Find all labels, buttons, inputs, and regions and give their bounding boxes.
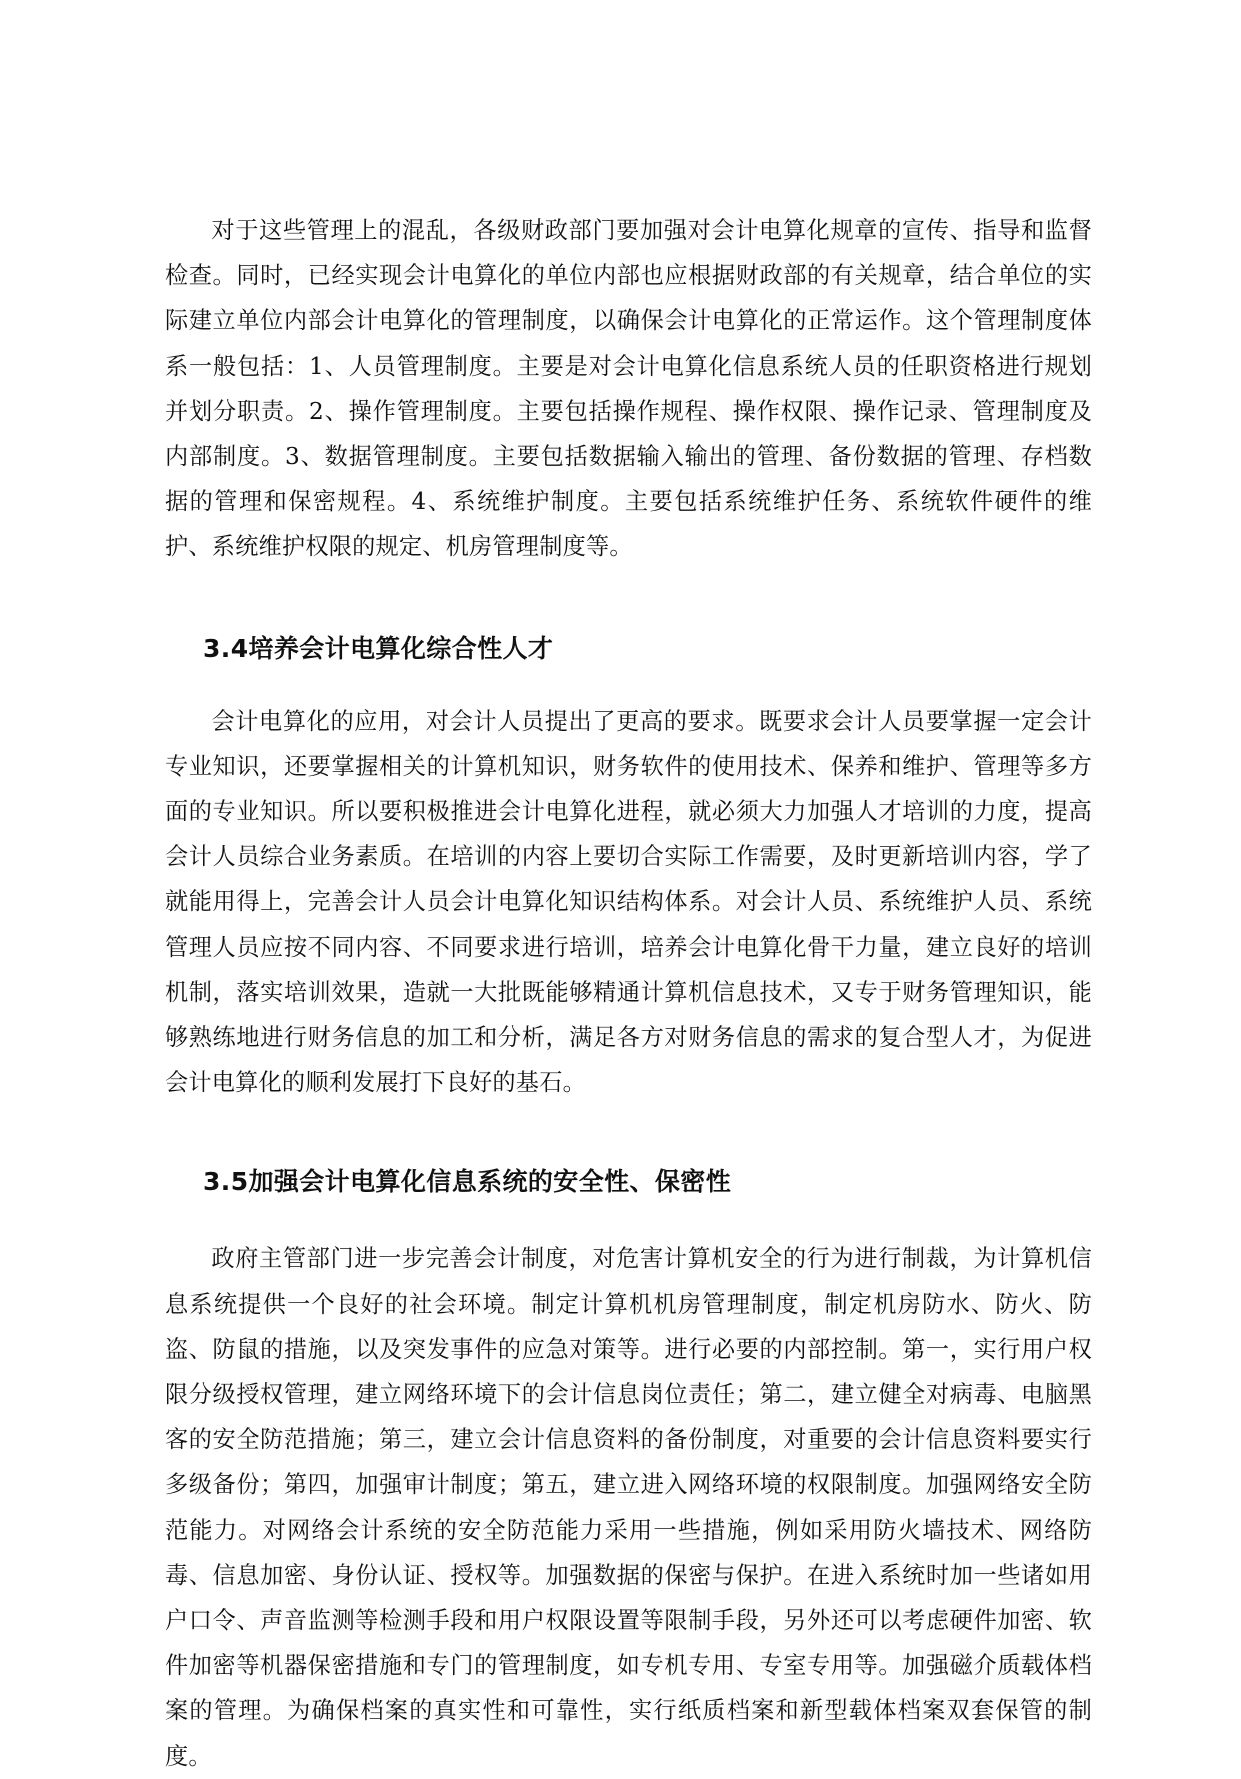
document-page: [165, 208, 1092, 1779]
section-heading-3-5: 3.5加强会计电算化信息系统的安全性、保密性: [203, 1167, 732, 1197]
section-paragraph-3-5: 政府主管部门进一步完善会计制度，对危害计算机安全的行为进行制裁，为计算机信息系统提供一个良好的社会环境。制定计算机机房管理制度，制定机房防水、防火、防盗、防鼠的措施，以及突发事件的应急对策等。进行必要的内部控制。第一，实行用户权限分级授权管理，建立网络环境下的会计信息岗位责任；第二，建立健全对病毒、电脑黑客的安全防范措施；第三，建立会计信息资料的备份制度，对重要的会计信息资料要实行多级备份；第四，加强审计制度；第五，建立进入网络环境的权限制度。加强网络安全防范能力。对网络会计系统的安全防范能力采用一些措施，例如采用防火墙技术、网络防毒、信息加密、身份认证、授权等。加强数据的保密与保护。在进入系统时加一些诸如用户口令、声音监测等检测手段和用户权限设置等限制手段，另外还可以考虑硬件加密、软件加密等机器保密措施和专门的管理制度，如专机专用、专室专用等。加强磁介质载体档案的管理。为确保档案的真实性和可靠性，实行纸质档案和新型载体档案双套保管的制度。: [165, 1245, 1092, 1770]
section-paragraph-3-4: 会计电算化的应用，对会计人员提出了更高的要求。既要求会计人员要掌握一定会计专业知识，还要掌握相关的计算机知识，财务软件的使用技术、保养和维护、管理等多方面的专业知识。所以要积极推进会计电算化进程，就必须大力加强人才培训的力度，提高会计人员综合业务素质。在培训的内容上要切合实际工作需要，及时更新培训内容，学了就能用得上，完善会计人员会计电算化知识结构体系。对会计人员、系统维护人员、系统管理人员应按不同内容、不同要求进行培训，培养会计电算化骨干力量，建立良好的培训机制，落实培训效果，造就一大批既能够精通计算机信息技术，又专于财务管理知识，能够熟练地进行财务信息的加工和分析，满足各方对财务信息的需求的复合型人才，为促进会计电算化的顺利发展打下良好的基石。: [165, 707, 1092, 1097]
intro-paragraph: 对于这些管理上的混乱，各级财政部门要加强对会计电算化规章的宣传、指导和监督检查。同时，已经实现会计电算化的单位内部也应根据财政部的有关规章，结合单位的实际建立单位内部会计电算化的管理制度，以确保会计电算化的正常运作。这个管理制度体系一般包括：1、人员管理制度。主要是对会计电算化信息系统人员的任职资格进行规划并划分职责。2、操作管理制度。主要包括操作规程、操作权限、操作记录、管理制度及内部制度。3、数据管理制度。主要包括数据输入输出的管理、备份数据的管理、存档数据的管理和保密规程。4、系统维护制度。主要包括系统维护任务、系统软件硬件的维护、系统维护权限的规定、机房管理制度等。: [165, 217, 1092, 561]
section-heading-3-4: 3.4培养会计电算化综合性人才: [203, 633, 554, 663]
